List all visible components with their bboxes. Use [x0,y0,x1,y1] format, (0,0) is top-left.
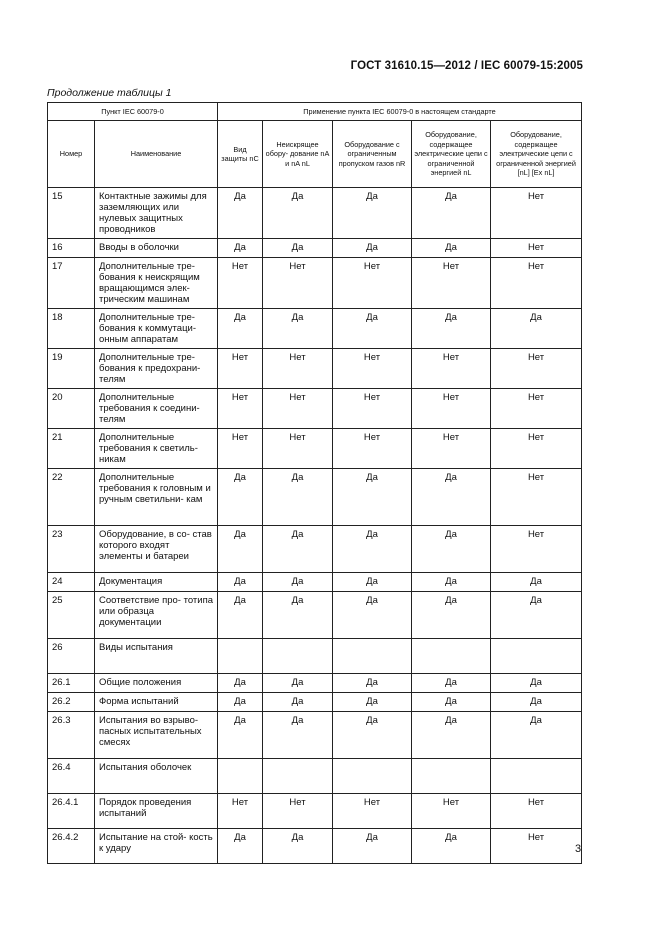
table-row [48,712,582,759]
row-applicability-cell: Да [218,526,263,573]
header-number: Номер [48,121,95,188]
row-applicability-cell: Нет [263,389,333,429]
row-applicability-cell: Нет [333,794,412,829]
row-applicability-cell [412,639,491,674]
row-applicability-cell: Нет [412,794,491,829]
row-applicability-cell: Нет [218,258,263,309]
table-row [48,592,582,639]
row-applicability-cell: Нет [491,389,582,429]
row-name: Дополнительные требования к светиль- никам [95,429,218,469]
row-applicability-cell: Нет [412,429,491,469]
row-applicability-cell: Да [218,309,263,349]
row-applicability-cell [263,639,333,674]
row-applicability-cell: Да [333,829,412,864]
row-name: Дополнительные требования к соедини- телям [95,389,218,429]
table-caption: Продолжение таблицы 1 [47,87,172,99]
row-name: Дополнительные тре- бования к предохрани- телям [95,349,218,389]
table-row [48,469,582,526]
row-applicability-cell: Нет [263,429,333,469]
row-number: 26.3 [48,712,95,759]
row-applicability-cell: Да [333,188,412,239]
row-applicability-cell: Да [412,693,491,712]
table-row [48,573,582,592]
row-name: Вводы в оболочки [95,239,218,258]
row-applicability-cell: Нет [491,794,582,829]
header-energy-limited-associated: Оборудование, содержащее электрические цепи с ограниченной энергией [nL] [Ex nL] [491,121,582,188]
row-applicability-cell: Да [263,526,333,573]
row-applicability-cell: Нет [263,349,333,389]
row-number: 26.2 [48,693,95,712]
row-applicability-cell: Нет [412,389,491,429]
row-name: Дополнительные тре- бования к неискрящим вращающимся элек- трическим машинам [95,258,218,309]
row-applicability-cell: Да [263,469,333,526]
header-restricted-breathing: Оборудование с ограниченным пропуском газов nR [333,121,412,188]
table-row [48,829,582,864]
row-applicability-cell [491,759,582,794]
table-row [48,639,582,674]
row-applicability-cell: Нет [491,258,582,309]
table-row [48,674,582,693]
requirements-table [47,102,582,864]
row-number: 21 [48,429,95,469]
row-applicability-cell [218,639,263,674]
row-applicability-cell: Да [218,573,263,592]
row-applicability-cell: Нет [412,349,491,389]
row-applicability-cell: Да [412,469,491,526]
table-row [48,349,582,389]
header-iec-clause: Пункт IEC 60079-0 [48,103,218,121]
row-applicability-cell: Нет [491,526,582,573]
row-applicability-cell: Да [263,573,333,592]
row-applicability-cell [412,759,491,794]
row-applicability-cell: Нет [218,389,263,429]
table-row [48,239,582,258]
row-applicability-cell: Да [263,188,333,239]
row-name: Дополнительные тре- бования к коммутаци- онным аппаратам [95,309,218,349]
row-applicability-cell [263,759,333,794]
row-number: 26.1 [48,674,95,693]
row-applicability-cell: Нет [333,389,412,429]
row-applicability-cell: Нет [333,349,412,389]
row-applicability-cell: Да [263,674,333,693]
row-number: 18 [48,309,95,349]
row-number: 26.4.1 [48,794,95,829]
row-applicability-cell: Да [412,829,491,864]
row-applicability-cell: Да [218,592,263,639]
row-applicability-cell: Нет [491,188,582,239]
row-name: Общие положения [95,674,218,693]
row-number: 19 [48,349,95,389]
row-applicability-cell: Нет [491,239,582,258]
row-applicability-cell: Да [333,239,412,258]
row-number: 22 [48,469,95,526]
row-number: 25 [48,592,95,639]
row-number: 20 [48,389,95,429]
row-applicability-cell: Да [412,573,491,592]
row-applicability-cell: Нет [263,258,333,309]
header-application: Применение пункта IEC 60079-0 в настоящем стандарте [218,103,582,121]
row-applicability-cell: Да [263,309,333,349]
row-applicability-cell: Да [412,309,491,349]
row-number: 15 [48,188,95,239]
row-applicability-cell: Да [263,829,333,864]
row-name: Контактные зажимы для заземляющих или нулевых защитных проводников [95,188,218,239]
row-applicability-cell: Да [412,592,491,639]
row-applicability-cell: Да [491,592,582,639]
row-applicability-cell: Да [333,674,412,693]
row-applicability-cell: Да [491,674,582,693]
table-row [48,188,582,239]
row-applicability-cell: Да [333,712,412,759]
row-applicability-cell: Да [218,712,263,759]
row-number: 26.4 [48,759,95,794]
table-header-row [48,121,582,188]
row-applicability-cell: Да [333,573,412,592]
row-applicability-cell: Да [333,309,412,349]
row-applicability-cell: Да [333,592,412,639]
row-applicability-cell [333,639,412,674]
row-applicability-cell: Да [218,239,263,258]
header-protection-nc: Вид защиты nC [218,121,263,188]
row-applicability-cell [333,759,412,794]
row-name: Порядок проведения испытаний [95,794,218,829]
row-applicability-cell: Да [333,693,412,712]
row-applicability-cell: Нет [218,429,263,469]
row-applicability-cell: Да [491,309,582,349]
table-row [48,429,582,469]
row-applicability-cell: Да [263,239,333,258]
row-applicability-cell: Да [333,469,412,526]
row-applicability-cell: Да [412,712,491,759]
row-applicability-cell: Нет [491,829,582,864]
row-applicability-cell: Да [218,829,263,864]
table-row [48,526,582,573]
row-name: Форма испытаний [95,693,218,712]
row-number: 26 [48,639,95,674]
row-applicability-cell: Нет [333,429,412,469]
row-applicability-cell: Нет [218,794,263,829]
row-applicability-cell: Да [412,188,491,239]
row-number: 23 [48,526,95,573]
row-number: 16 [48,239,95,258]
header-non-sparking: Неискрящее обору- дование nA и nA nL [263,121,333,188]
row-name: Испытание на стой- кость к удару [95,829,218,864]
row-name: Документация [95,573,218,592]
row-applicability-cell: Да [218,693,263,712]
row-applicability-cell: Нет [412,258,491,309]
row-name: Оборудование, в со- став которого входят элементы и батареи [95,526,218,573]
row-applicability-cell: Да [491,573,582,592]
row-number: 26.4.2 [48,829,95,864]
row-applicability-cell: Нет [263,794,333,829]
row-applicability-cell: Да [412,674,491,693]
document-header: ГОСТ 31610.15—2012 / IEC 60079-15:2005 [350,60,583,72]
row-name: Виды испытания [95,639,218,674]
header-name: Наименование [95,121,218,188]
row-name: Дополнительные требования к головным и ручным светильни- кам [95,469,218,526]
header-energy-limited: Оборудование, содержащее электрические цепи с ограниченной энергией nL [412,121,491,188]
row-applicability-cell: Да [412,526,491,573]
row-applicability-cell: Нет [218,349,263,389]
table-header-group-row [48,103,582,121]
row-applicability-cell: Да [218,469,263,526]
page-number: 3 [575,843,582,855]
table-row [48,309,582,349]
row-applicability-cell: Да [412,239,491,258]
row-applicability-cell: Да [218,674,263,693]
row-applicability-cell: Нет [491,349,582,389]
row-applicability-cell: Нет [333,258,412,309]
row-applicability-cell: Да [263,693,333,712]
row-applicability-cell: Да [491,712,582,759]
row-applicability-cell: Да [263,592,333,639]
row-number: 17 [48,258,95,309]
row-name: Испытания во взрыво- пасных испытательных смесях [95,712,218,759]
row-applicability-cell: Да [491,693,582,712]
row-applicability-cell [491,639,582,674]
table-row [48,693,582,712]
row-applicability-cell: Нет [491,469,582,526]
table-row [48,794,582,829]
row-applicability-cell: Нет [491,429,582,469]
table-row [48,759,582,794]
row-number: 24 [48,573,95,592]
table-row [48,389,582,429]
row-applicability-cell: Да [263,712,333,759]
row-applicability-cell [218,759,263,794]
row-name: Испытания оболочек [95,759,218,794]
row-name: Соответствие про- тотипа или образца документации [95,592,218,639]
row-applicability-cell: Да [333,526,412,573]
table-row [48,258,582,309]
row-applicability-cell: Да [218,188,263,239]
